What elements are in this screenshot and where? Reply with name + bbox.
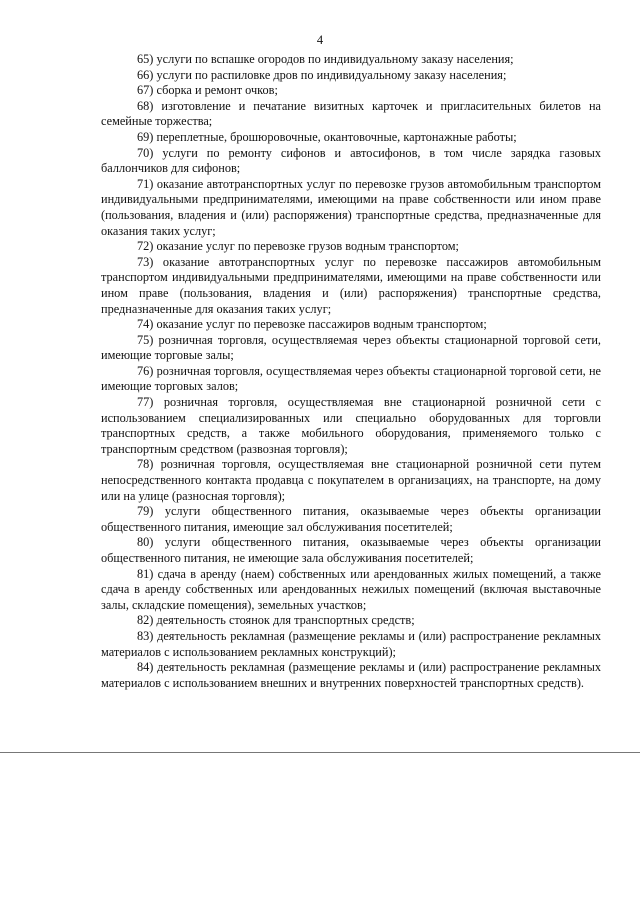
list-item: 77) розничная торговля, осуществляемая вне стационарной розничной сети с использованием специализированных или специально оборудованных для торговли транспортных средств, а также мобильного оборудования, применяемого только с транспортным средством (развозная торговля); [101, 395, 601, 456]
page-number: 4 [316, 33, 324, 47]
list-item: 75) розничная торговля, осуществляемая через объекты стационарной торговой сети, имеющие торговые залы; [101, 332, 601, 363]
list-item: 81) сдача в аренду (наем) собственных или арендованных жилых помещений, а также сдача в аренду собственных или арендованных нежилых помещений (включая выставочные залы, складские помещения), земельных участков; [101, 566, 601, 612]
list-item: 78) розничная торговля, осуществляемая вне стационарной розничной сети путем непосредственного контакта продавца с покупателем в организациях, на транспорте, на дому или на улице (разносная торговля); [101, 457, 601, 503]
list-item: 76) розничная торговля, осуществляемая через объекты стационарной торговой сети, не имеющие торговых залов; [101, 363, 601, 394]
list-item: 65) услуги по вспашке огородов по индивидуальному заказу населения; [137, 52, 514, 66]
list-item: 79) услуги общественного питания, оказываемые через объекты организации общественного питания, имеющие зал обслуживания посетителей; [101, 504, 601, 534]
footer-divider [0, 752, 640, 753]
list-item: 72) оказание услуг по перевозке грузов водным транспортом; [137, 239, 459, 254]
list-item: 69) переплетные, брошюровочные, окантовочные, картонажные работы; [137, 129, 517, 144]
list-item: 71) оказание автотранспортных услуг по перевозке грузов автомобильным транспортом индивидуальными предпринимателями, имеющими на праве собственности или ином праве (пользования, владения и (или) распоряжения) транспортные средства, предназначенные для оказания таких услуг; [101, 176, 601, 238]
document-body [101, 52, 601, 691]
list-item: 67) сборка и ремонт очков; [137, 83, 278, 98]
list-item: 74) оказание услуг по перевозке пассажиров водным транспортом; [137, 317, 487, 332]
list-item: 84) деятельность рекламная (размещение рекламы и (или) распространение рекламных материалов с использованием внешних и внутренних поверхностей транспортных средств). [101, 660, 601, 690]
list-item: 68) изготовление и печатание визитных карточек и пригласительных билетов на семейные торжества; [101, 98, 601, 129]
list-item: 70) услуги по ремонту сифонов и автосифонов, в том числе зарядка газовых баллончиков для сифонов; [101, 145, 601, 176]
list-item: 73) оказание автотранспортных услуг по перевозке пассажиров автомобильным транспортом индивидуальными предпринимателями, имеющими на праве собственности или ином праве (пользования, владения и (или) распоряжения) транспортные средства, предназначенные для оказания таких услуг; [101, 254, 601, 316]
list-item: 83) деятельность рекламная (размещение рекламы и (или) распространение рекламных материалов с использованием рекламных конструкций); [101, 628, 601, 659]
list-item: 66) услуги по распиловке дров по индивидуальному заказу населения; [137, 67, 507, 82]
list-item: 82) деятельность стоянок для транспортных средств; [137, 613, 415, 628]
list-item: 80) услуги общественного питания, оказываемые через объекты организации общественного питания, не имеющие зала обслуживания посетителей; [101, 535, 601, 565]
